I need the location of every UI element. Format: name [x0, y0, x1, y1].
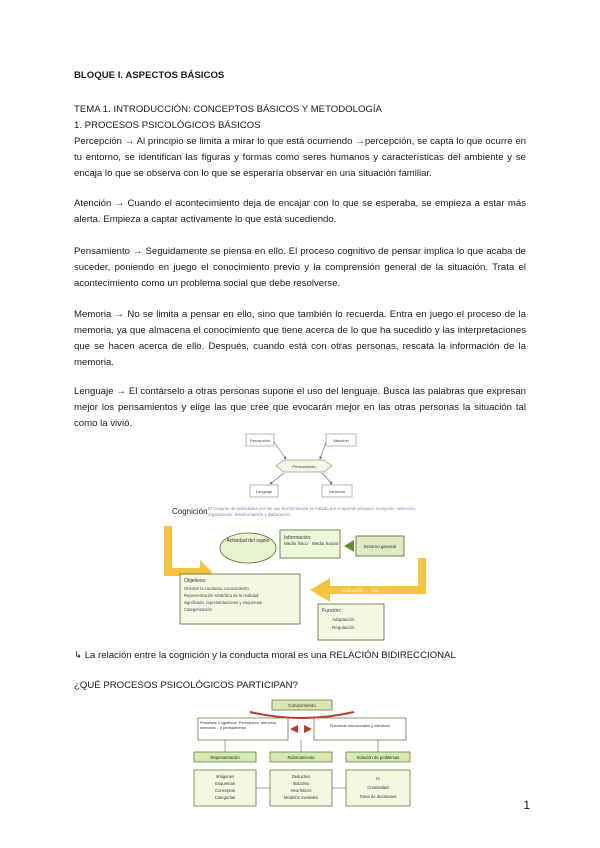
objetivos-line-3: significado, representaciones y esquemas — [184, 600, 262, 605]
razonamiento-item: Heurísticos — [290, 788, 312, 793]
representacion-item: Esquemas — [215, 781, 235, 786]
arrow — [270, 473, 284, 484]
cognition-diagram — [160, 504, 450, 644]
curved-arrow — [250, 712, 354, 718]
objetivos-line-1: Orientar la conducta, conocimiento — [184, 586, 249, 591]
page-number: 1 — [523, 798, 530, 812]
solucion-item: Creatividad — [367, 785, 389, 790]
arrow-head-info — [344, 540, 354, 552]
node-memoria-label: Memoria — [329, 489, 345, 494]
node-pensamiento-label: Pensamiento — [292, 464, 316, 469]
paragraph-pensamiento: Pensamiento → Seguidamente se piensa en ello. El proceso cognitivo de pensar implica lo que acaba de suceder, poniendo en juego el conocimiento previo y la comprensión general de la situación. Trata el acontecimiento como un problema social que debe resolverse. — [74, 246, 526, 289]
funcion-label: Función: — [322, 608, 342, 614]
representacion-label: Representación — [210, 755, 240, 760]
paragraph-percepcion: Percepción → Al principio se limita a mirar lo que está ocurriendo →percepción, se capta lo que ocurre en tu entorno, se identifican las figuras y formas como seres humanos y características del ambiente y se encaja lo que se observa con lo que se esperaría observar en una situación familiar. — [74, 136, 526, 179]
section-title: 1. PROCESOS PSICOLÓGICOS BÁSICOS — [74, 120, 261, 131]
representacion-item: Conceptos — [214, 788, 236, 793]
arrow — [274, 442, 286, 459]
solucion-item: Toma de decisiones — [359, 794, 397, 799]
node-percepcion-label: Percepción — [249, 438, 271, 443]
representacion-item: Imágenes — [215, 774, 235, 779]
node-atencion-label: Atención — [333, 438, 349, 443]
block-heading: BLOQUE I. ASPECTOS BÁSICOS — [74, 70, 225, 81]
solucion-item: IA — [376, 776, 380, 781]
razonamiento-item: Inductivo — [292, 781, 310, 786]
razonamiento-item: Modelos mentales — [284, 795, 318, 800]
informacion-items: Medio físico · Medio Social — [284, 541, 338, 546]
arrow-text: Evaluación ← Uso — [341, 588, 379, 593]
representacion-item: Categorías — [214, 795, 236, 800]
objetivos-line-4: Categorización — [184, 607, 212, 612]
informacion-label: Información: — [284, 535, 312, 541]
node-lenguaje-label: Lenguaje — [255, 489, 273, 494]
bidirectional-note: ↳ La relación entre la cognición y la conducta moral es una RELACIÓN BIDIRECCIONAL — [74, 650, 456, 661]
cognition-description: El conjunto de actividades por las que la información es tratada por el aparato psíquico: recepción, selección, organización, transformación y elaboración. — [208, 506, 417, 517]
entorno-label: Entorno general — [363, 544, 397, 549]
right-arrow-shape — [310, 558, 426, 602]
topic-title: TEMA 1. INTRODUCCIÓN: CONCEPTOS BÁSICOS Y METODOLOGÍA — [74, 104, 382, 115]
razonamiento-label: Razonamiento — [287, 755, 315, 760]
funcion-item: Regulación — [332, 625, 355, 630]
razonamiento-item: Deductivo — [291, 774, 311, 779]
funcion-item: Adaptación — [332, 617, 355, 622]
solucion-label: Solución de problemas — [356, 755, 400, 760]
processes-cycle-diagram — [240, 432, 370, 502]
emotional-label: Procesos emocionales y afectivos — [329, 723, 391, 728]
paragraph-atencion: Atención → Cuando el acontecimiento deja de encajar con lo que se esperaba, se empieza a estar más alerta. Empieza a captar activamente lo que está sucediendo. — [74, 198, 526, 225]
paragraph-lenguaje: Lenguaje → El contárselo a otras personas supone el uso del lenguaje. Busca las palabras que expresan mejor los pensamientos y elige las que cree que evocarán mejor en las otras personas la situación tal como la vivió. — [74, 386, 526, 429]
paragraph-memoria: Memoria → No se limita a pensar en ello, sino que también lo recuerda. Entra en juego el proceso de la memoria, ya que almacena el conocimiento que tiene acerca de lo que ha sucedido y las interpretaciones que se hacen acerca de ello. Después, cuando está con otras personas, rescata la información de la memoria. — [74, 309, 526, 368]
objetivos-label: Objetivos: — [184, 578, 207, 584]
psychological-processes-diagram — [190, 698, 415, 810]
objetivos-line-2: Representación simbólica de la realidad: — [184, 593, 260, 598]
cognition-title: Cognición — [172, 507, 208, 516]
question-heading: ¿QUÉ PROCESOS PSICOLÓGICOS PARTICIPAN? — [74, 680, 298, 691]
arrow — [320, 442, 326, 459]
cognitive-label: Procesos Cognitivos: Percepción, atención, memoria... y pensamiento — [200, 720, 278, 730]
arrow — [322, 473, 332, 484]
double-arrow — [290, 725, 312, 733]
actividad-label: Actividad del sujeto — [226, 538, 270, 544]
conocimiento-label: Conocimiento — [288, 703, 316, 708]
